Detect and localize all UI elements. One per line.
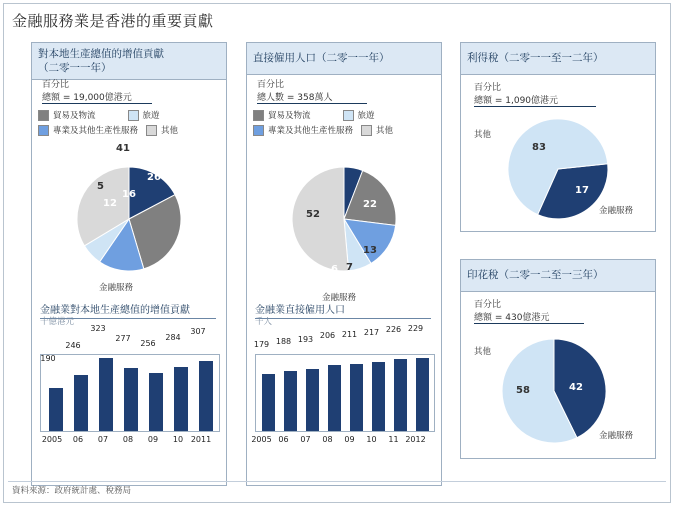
stamp-duty-metric <box>474 299 549 325</box>
emp-barval-11: 226 <box>385 325 402 334</box>
legend-swatch-trade-icon <box>38 110 49 121</box>
emp-bar-09 <box>350 364 363 431</box>
stamp-duty-pie-chart <box>494 334 614 449</box>
gdp-barval-09: 256 <box>140 339 156 348</box>
emp-legend-swatch-professional-icon <box>253 125 264 136</box>
emp-legend-item-professional <box>253 124 353 136</box>
employment-metric-total: 總人數 = 358萬人 <box>257 93 333 104</box>
gdp-bar-06 <box>74 375 88 431</box>
footer-divider <box>8 481 666 482</box>
gdp-metric-rule <box>42 103 152 104</box>
gdp-bar-10 <box>174 367 188 431</box>
gdp-barval-07: 323 <box>90 324 106 333</box>
profits-tax-metric-label: 百分比 <box>474 83 502 93</box>
emp-legend-label-trade: 貿易及物流 <box>268 111 311 121</box>
legend-swatch-professional-icon <box>38 125 49 136</box>
profits-tax-metric <box>474 82 558 108</box>
legend-item-tourism <box>128 109 160 121</box>
emp-legend-label-tourism: 旅遊 <box>357 111 375 121</box>
stamp-duty-label-other: 其他 <box>474 347 492 357</box>
legend-item-trade <box>38 109 96 121</box>
gdp-pie-value-finance: 16 <box>122 189 136 200</box>
emp-barcat-11: 11 <box>388 435 399 444</box>
gdp-bar-title: 金融業對本地生產總值的增值貢獻 <box>40 301 216 319</box>
gdp-metric <box>42 79 132 105</box>
emp-barcat-06: 06 <box>278 435 289 444</box>
stamp-duty-metric-total: 總額 = 430億港元 <box>474 313 550 324</box>
profits-tax-value-other: 83 <box>532 142 546 153</box>
gdp-barval-10: 284 <box>165 333 181 342</box>
page-title: 金融服務業是香港的重要貢獻 <box>12 12 214 30</box>
emp-legend-swatch-tourism-icon <box>343 110 354 121</box>
emp-pie-value-other: 52 <box>306 209 320 220</box>
emp-barcat-2005: 2005 <box>251 435 272 444</box>
gdp-bar-08 <box>124 368 138 431</box>
profits-tax-metric-total: 總額 = 1,090億港元 <box>474 96 559 107</box>
page-frame <box>3 3 671 503</box>
employment-metric-rule <box>257 103 367 104</box>
emp-pie-value-trade: 22 <box>363 199 377 210</box>
emp-barcat-07: 07 <box>300 435 311 444</box>
gdp-legend <box>38 109 218 139</box>
gdp-pie-value-professional: 12 <box>103 198 117 209</box>
panel-gdp-title-line1: 對本地生產總值的增值貢獻 <box>38 48 164 60</box>
panel-profits-tax-header <box>461 43 655 75</box>
emp-pie-value-finance: 6 <box>331 264 338 275</box>
stamp-duty-value-finance: 42 <box>569 382 583 393</box>
stamp-duty-value-other: 58 <box>516 385 530 396</box>
profits-tax-caption-finance: 金融服務 <box>599 206 634 216</box>
gdp-bar-2011 <box>199 361 213 431</box>
legend-label-professional: 專業及其他生產性服務 <box>53 126 139 136</box>
stamp-duty-metric-rule <box>474 323 584 324</box>
gdp-barval-08: 277 <box>115 334 131 343</box>
emp-bar-plot <box>255 354 435 432</box>
legend-swatch-tourism-icon <box>128 110 139 121</box>
gdp-barcat-2011: 2011 <box>190 435 212 444</box>
panel-gdp-title-line2: （二零一一年） <box>38 62 112 75</box>
emp-barval-10: 217 <box>363 328 380 337</box>
panel-stamp-duty-title: 印花稅（二零一二至一三年） <box>467 269 604 281</box>
gdp-bar-plot <box>40 354 220 432</box>
emp-bar-07 <box>306 369 319 431</box>
panel-profits-tax-title: 利得稅（二零一一至一二年） <box>467 52 604 64</box>
emp-barcat-2012: 2012 <box>405 435 426 444</box>
panel-employment-header <box>247 43 441 75</box>
emp-barcat-10: 10 <box>366 435 377 444</box>
emp-barval-06: 188 <box>275 337 292 346</box>
employment-metric <box>257 79 332 105</box>
emp-legend-item-other <box>361 124 393 136</box>
gdp-barcat-10: 10 <box>172 435 184 444</box>
emp-legend-item-tourism <box>343 109 375 121</box>
emp-barval-09: 211 <box>341 330 358 339</box>
emp-pie-value-professional: 13 <box>363 245 377 256</box>
gdp-barval-2005: 190 <box>40 354 56 363</box>
stamp-duty-metric-label: 百分比 <box>474 300 502 310</box>
legend-item-professional <box>38 124 138 136</box>
gdp-barval-06: 246 <box>65 341 81 350</box>
legend-label-other: 其他 <box>161 126 179 136</box>
gdp-metric-label: 百分比 <box>42 80 70 90</box>
stamp-duty-caption-finance: 金融服務 <box>599 431 634 441</box>
legend-label-tourism: 旅遊 <box>142 111 160 121</box>
profits-tax-metric-rule <box>474 106 596 107</box>
gdp-bar-09 <box>149 373 163 431</box>
gdp-pie-value-trade: 26 <box>147 172 161 183</box>
emp-bar-2012 <box>416 358 429 431</box>
emp-bar-11 <box>394 359 407 431</box>
gdp-pie-value-tourism: 5 <box>97 181 104 192</box>
gdp-bar-2005 <box>49 388 63 431</box>
gdp-pie-chart <box>64 164 194 274</box>
emp-barcat-08: 08 <box>322 435 333 444</box>
panel-stamp-duty-header <box>461 260 655 292</box>
emp-legend-label-other: 其他 <box>376 126 394 136</box>
emp-barval-2005: 179 <box>253 340 270 349</box>
employment-metric-label: 百分比 <box>257 80 285 90</box>
emp-bar-10 <box>372 362 385 431</box>
gdp-bar-07 <box>99 358 113 431</box>
panel-employment-title: 直接僱用人口（二零一一年） <box>253 52 390 64</box>
emp-bar-08 <box>328 365 341 431</box>
emp-bar-unit: 千人 <box>255 317 273 327</box>
emp-barval-07: 193 <box>297 335 314 344</box>
source-note: 資料來源：政府統計處、稅務局 <box>12 486 132 496</box>
emp-legend-swatch-trade-icon <box>253 110 264 121</box>
gdp-pie-caption-finance: 金融服務 <box>99 283 134 293</box>
gdp-barcat-07: 07 <box>97 435 109 444</box>
employment-legend <box>253 109 438 139</box>
profits-tax-label-other: 其他 <box>474 130 492 140</box>
emp-bar-title: 金融業直接僱用人口 <box>255 301 431 319</box>
emp-pie-caption-finance: 金融服務 <box>322 293 357 303</box>
emp-legend-label-professional: 專業及其他生產性服務 <box>268 126 354 136</box>
emp-barval-2012: 229 <box>407 324 424 333</box>
gdp-barval-2011: 307 <box>190 327 206 336</box>
emp-barval-08: 206 <box>319 331 336 340</box>
profits-tax-value-finance: 17 <box>575 185 589 196</box>
emp-legend-item-trade <box>253 109 311 121</box>
gdp-metric-total: 總額 = 19,000億港元 <box>42 93 132 104</box>
gdp-barcat-09: 09 <box>147 435 159 444</box>
gdp-pie-value-other: 41 <box>116 143 130 154</box>
legend-label-trade: 貿易及物流 <box>53 111 96 121</box>
panel-gdp-header <box>32 43 226 80</box>
emp-legend-swatch-other-icon <box>361 125 372 136</box>
legend-item-other <box>146 124 178 136</box>
gdp-bar-unit: 十億港元 <box>40 317 75 327</box>
gdp-barcat-08: 08 <box>122 435 134 444</box>
emp-bar-06 <box>284 371 297 431</box>
gdp-barcat-06: 06 <box>72 435 84 444</box>
emp-pie-value-tourism: 7 <box>346 262 353 273</box>
emp-bar-2005 <box>262 374 275 431</box>
gdp-barcat-2005: 2005 <box>41 435 63 444</box>
legend-swatch-other-icon <box>146 125 157 136</box>
employment-pie-chart <box>279 164 409 274</box>
emp-barcat-09: 09 <box>344 435 355 444</box>
